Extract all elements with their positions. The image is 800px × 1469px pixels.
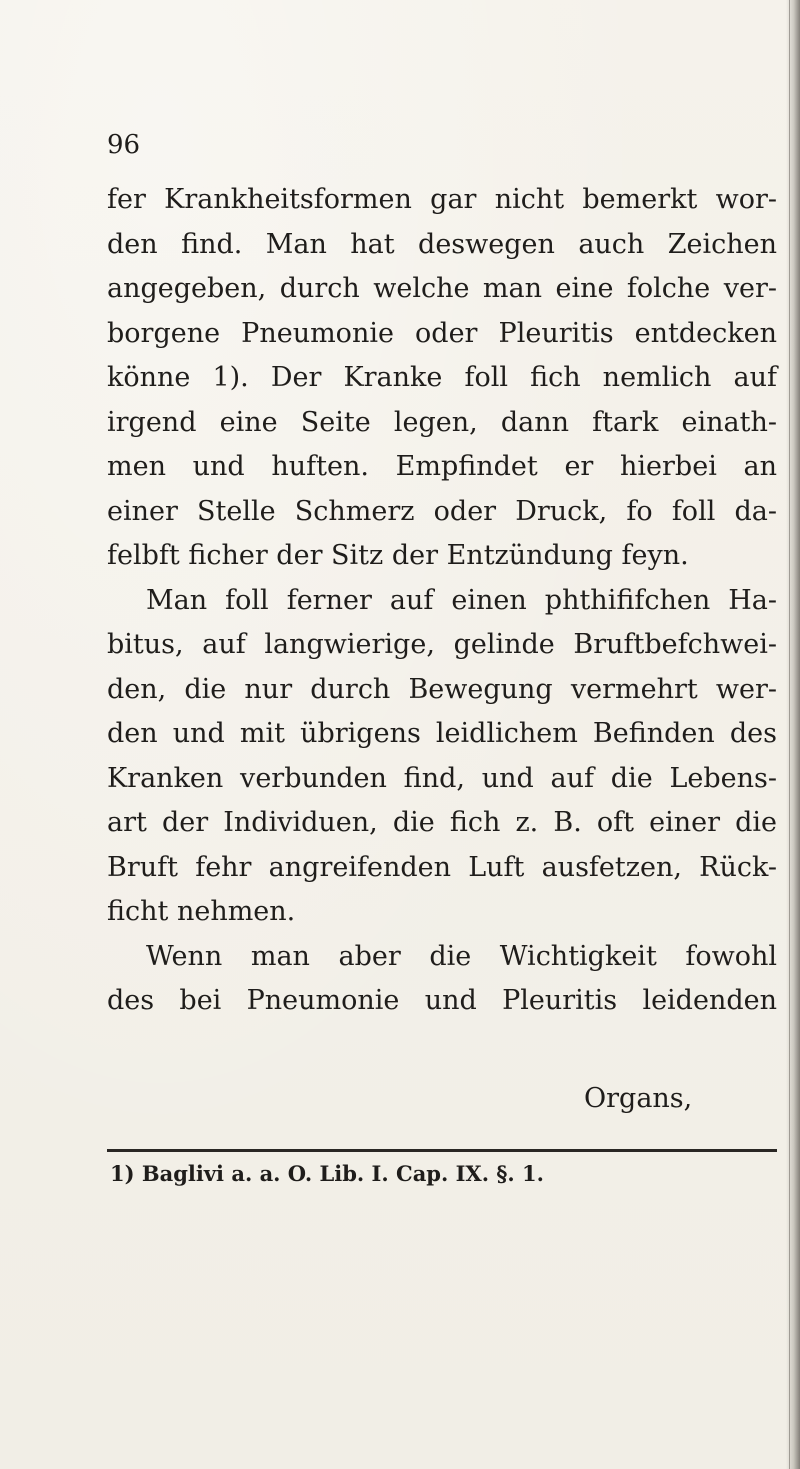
text-line: fer Krankheitsformen gar nicht bemerkt wor- — [107, 184, 777, 215]
text-line: Wenn man aber die Wichtigkeit fowohl — [146, 940, 777, 972]
footnote: 1) Baglivi a. a. O. Lib. I. Cap. IX. §. 1. — [110, 1161, 544, 1186]
text-line: bitus, auf langwierige, gelinde Bruftbefchwei- — [107, 629, 777, 660]
text-line: men und huften. Empfindet er hierbei an — [107, 451, 777, 482]
page-number: 96 — [107, 130, 141, 160]
text-line: Bruft fehr angreifenden Luft ausfetzen, Rück- — [107, 851, 777, 883]
text-line: felbft ficher der Sitz der Entzündung feyn. — [107, 540, 689, 571]
text-line: des bei Pneumonie und Pleuritis leidenden — [107, 985, 777, 1016]
text-line: irgend eine Seite legen, dann ftark einath- — [107, 406, 777, 438]
text-line: borgene Pneumonie oder Pleuritis entdecken — [107, 317, 777, 349]
text-line: angegeben, durch welche man eine folche ver- — [107, 273, 777, 304]
body-text — [107, 178, 777, 1024]
text-line: Kranken verbunden find, und auf die Lebens- — [107, 762, 777, 794]
text-line: könne 1). Der Kranke foll fich nemlich auf — [107, 362, 777, 393]
text-line: Man foll ferner auf einen phthififchen Ha- — [146, 584, 777, 616]
text-line: ficht nehmen. — [107, 896, 296, 927]
footnote-rule — [107, 1149, 777, 1152]
text-line: den und mit übrigens leidlichem Befinden des — [107, 718, 777, 749]
text-line: einer Stelle Schmerz oder Druck, fo foll da- — [107, 495, 777, 527]
page-edge-line — [789, 0, 790, 1469]
text-line: den find. Man hat deswegen auch Zeichen — [107, 228, 777, 260]
text-line: den, die nur durch Bewegung vermehrt wer- — [107, 673, 777, 705]
catchword: Organs, — [584, 1083, 693, 1114]
text-line: art der Individuen, die fich z. B. oft einer die — [107, 807, 777, 838]
